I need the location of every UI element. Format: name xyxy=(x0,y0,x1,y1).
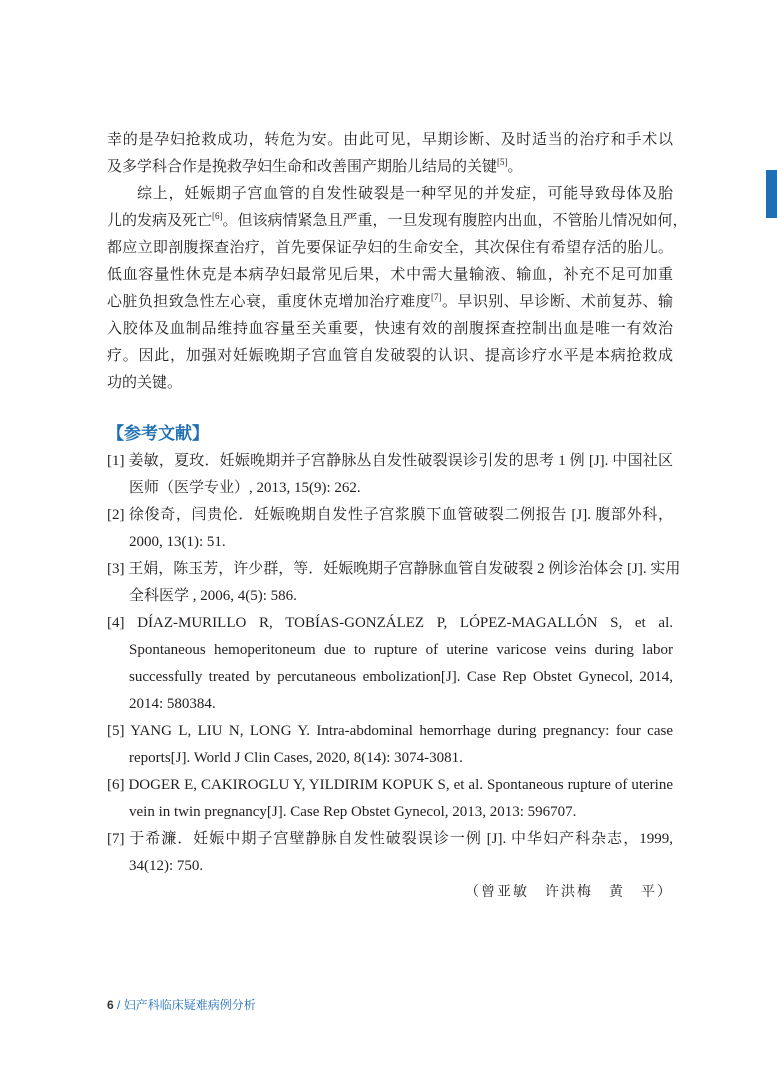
text-line: 幸的是孕妇抢救成功，转危为安。由此可见，早期诊断、及时适当的治疗和手术以 xyxy=(107,132,673,148)
reference-item xyxy=(107,556,681,610)
author-signature: （曾亚敏 许洪梅 黄 平） xyxy=(465,885,673,900)
body-text xyxy=(107,127,688,906)
reference-item xyxy=(107,772,673,826)
reference-line: [3] 王娟，陈玉芳，许少群，等．妊娠晚期子宫静脉血管自发破裂 2 例诊治体会 [J]. 实用 xyxy=(107,561,681,577)
book-title: 妇产科临床疑难病例分析 xyxy=(123,998,256,1012)
reference-line: 医师（医学专业）, 2013, 15(9): 262. xyxy=(129,480,361,496)
chapter-tab-marker xyxy=(766,170,777,218)
reference-line: successfully treated by percutaneous embolization[J]. Case Rep Obstet Gynecol, 2014, xyxy=(129,669,673,685)
text-line: 功的关键。 xyxy=(107,375,183,391)
reference-item xyxy=(107,610,673,718)
citation: [7] xyxy=(431,292,442,302)
reference-line: 34(12): 750. xyxy=(129,858,204,874)
reference-line: 2000, 13(1): 51. xyxy=(129,534,226,550)
citation: [5] xyxy=(497,157,508,167)
reference-line: vein in twin pregnancy[J]. Case Rep Obstet Gynecol, 2013, 2013: 596707. xyxy=(129,804,577,820)
text-line: 疗。因此，加强对妊娠晚期子宫血管自发破裂的认识、提高诊疗水平是本病抢救成 xyxy=(107,348,673,364)
reference-item xyxy=(107,502,673,556)
text-line: 儿的发病及死亡[6]。但该病情紧急且严重，一旦发现有腹腔内出血，不管胎儿情况如何， xyxy=(107,211,688,229)
text-line: 综上，妊娠期子宫血管的自发性破裂是一种罕见的并发症，可能导致母体及胎 xyxy=(137,186,673,202)
reference-line: [1] 姜敏，夏玫．妊娠晚期并子宫静脉丛自发性破裂误诊引发的思考 1 例 [J]. 中国社区 xyxy=(107,453,673,469)
text-line: 心脏负担致急性左心衰，重度休克增加治疗难度[7]。早识别、早诊断、术前复苏、输 xyxy=(107,292,673,310)
page-footer xyxy=(107,996,256,1013)
references-heading: 【参考文献】 xyxy=(107,424,209,443)
reference-line: [2] 徐俊奇，闫贵伦．妊娠晚期自发性子宫浆膜下血管破裂二例报告 [J]. 腹部外科， xyxy=(107,507,673,523)
text-line: 低血容量性休克是本病孕妇最常见后果，术中需大量输液、输血，补充不足可加重 xyxy=(107,267,673,283)
page-number: 6 xyxy=(107,998,114,1012)
reference-line: [4] DÍAZ-MURILLO R, TOBÍAS-GONZÁLEZ P, LÓPEZ-MAGALLÓN S, et al. xyxy=(107,615,673,631)
reference-line: Spontaneous hemoperitoneum due to rupture of uterine varicose veins during labor xyxy=(129,642,673,658)
citation: [6] xyxy=(212,211,223,221)
text-line: 及多学科合作是挽救孕妇生命和改善围产期胎儿结局的关键[5]。 xyxy=(107,157,523,175)
text-line: 都应立即剖腹探查治疗，首先要保证孕妇的生命安全，其次保住有希望存活的胎儿。 xyxy=(107,240,673,256)
reference-line: [6] DOGER E, CAKIROGLU Y, YILDIRIM KOPUK S, et al. Spontaneous rupture of uterine xyxy=(107,777,673,793)
reference-item xyxy=(107,826,673,880)
reference-item xyxy=(107,448,673,502)
reference-line: [7] 于希濂．妊娠中期子宫壁静脉自发性破裂误诊一例 [J]. 中华妇产科杂志，1999, xyxy=(107,831,673,847)
reference-line: [5] YANG L, LIU N, LONG Y. Intra-abdominal hemorrhage during pregnancy: four case xyxy=(107,723,673,739)
reference-line: reports[J]. World J Clin Cases, 2020, 8(14): 3074-3081. xyxy=(129,750,463,766)
reference-line: 全科医学 , 2006, 4(5): 586. xyxy=(129,588,297,604)
text-line: 入胶体及血制品维持血容量至关重要，快速有效的剖腹探查控制出血是唯一有效治 xyxy=(107,321,673,337)
reference-item xyxy=(107,718,673,772)
footer-separator: / xyxy=(113,998,124,1012)
reference-line: 2014: 580384. xyxy=(129,696,216,712)
